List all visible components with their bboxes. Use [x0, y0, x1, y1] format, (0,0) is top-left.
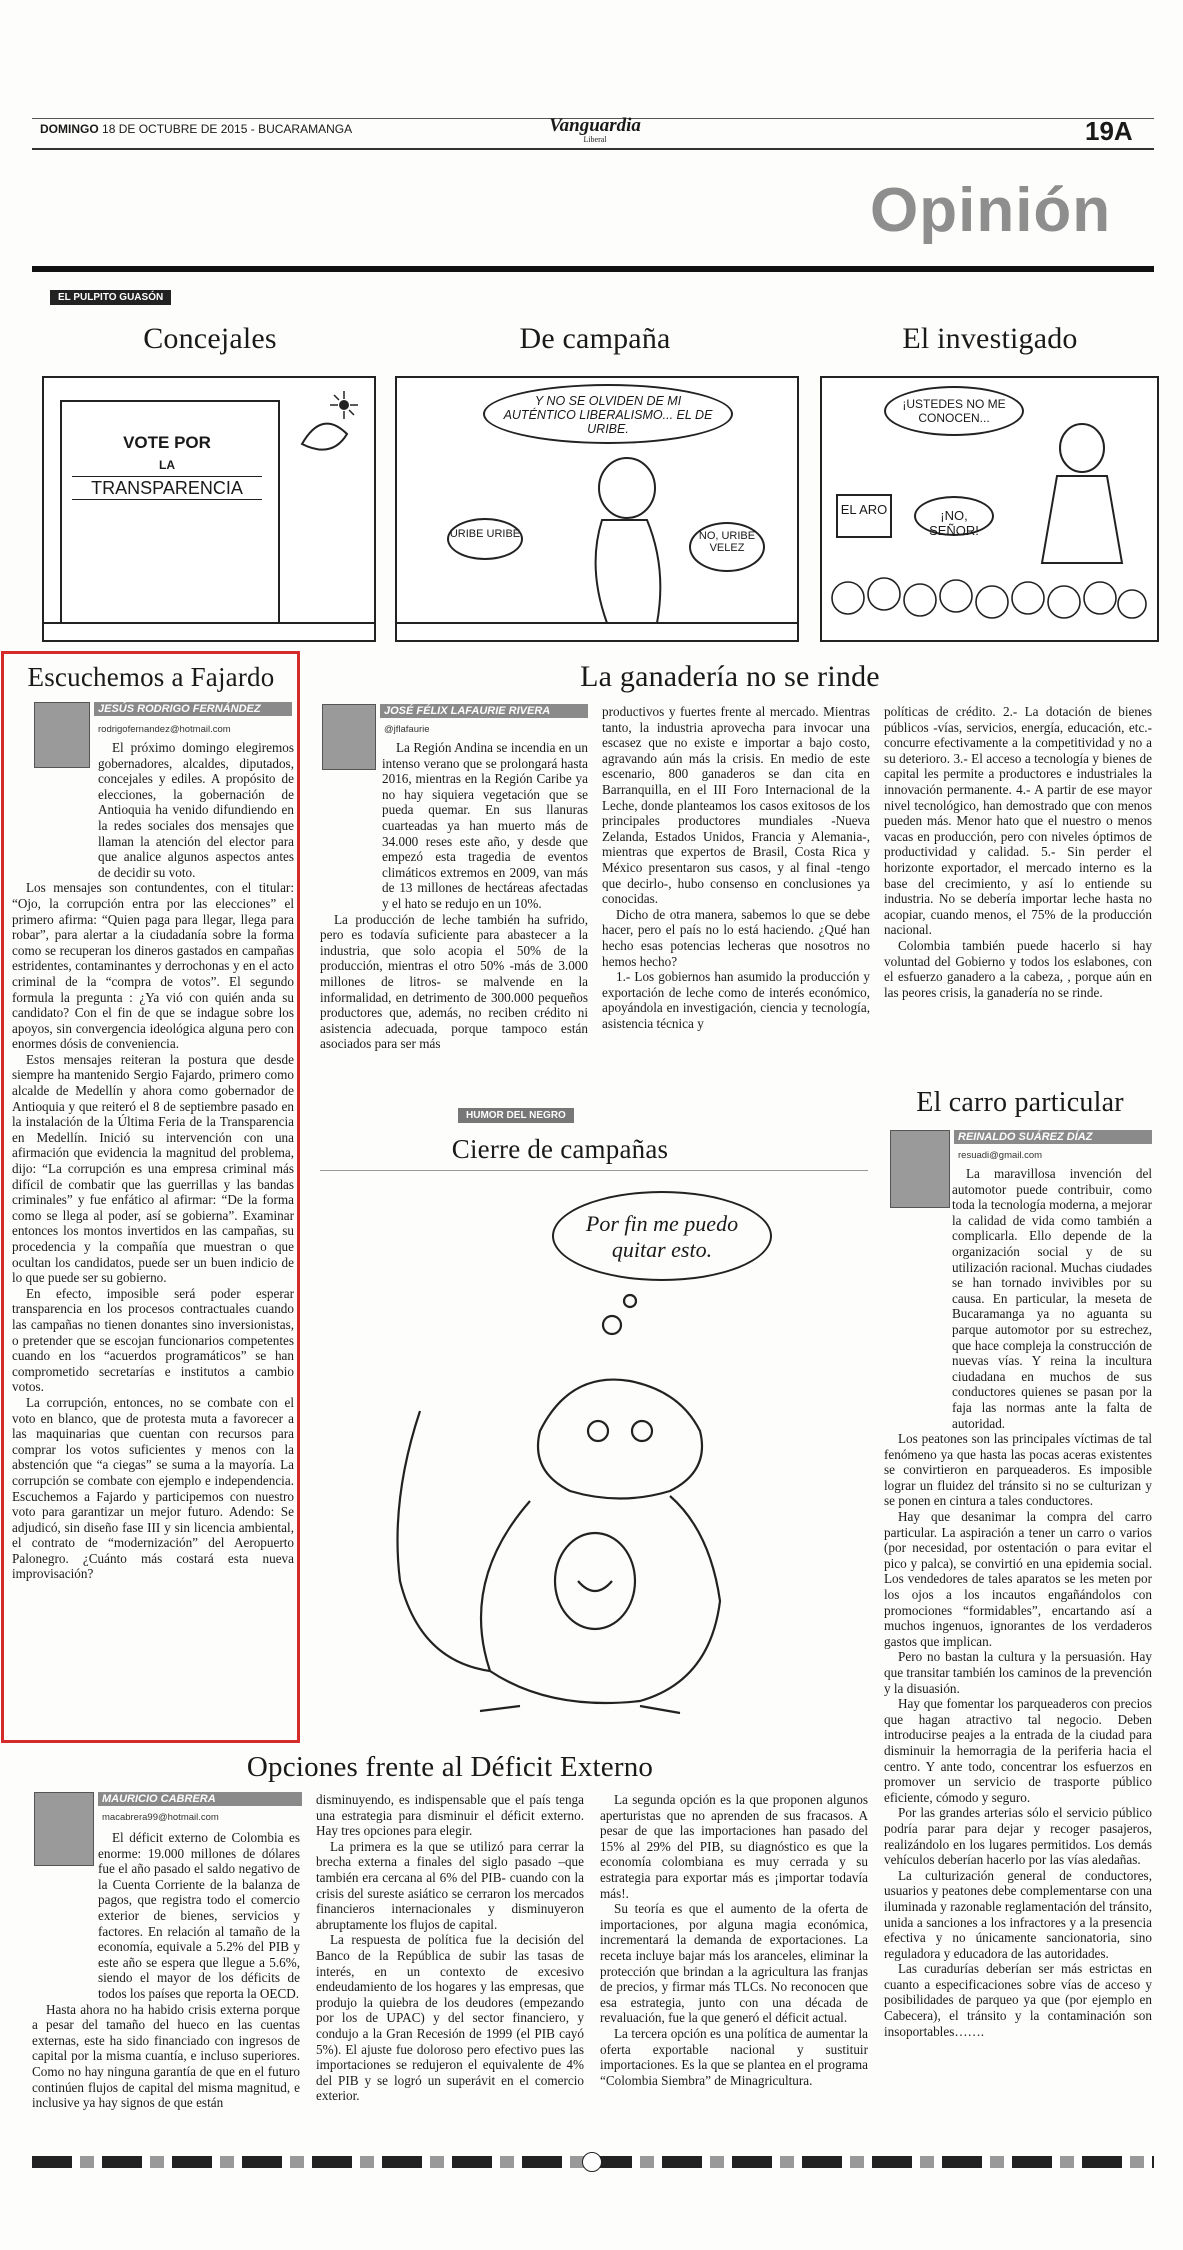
cartoon-panel-1	[42, 376, 376, 642]
article4-col2	[316, 1792, 584, 2104]
a1-para-5: La corrupción, entonces, no se combate con el voto en blanco, que de protesta muta a favorecer a las maquinarias que cuentan con recursos para comprar los votos suficientes y menos con la abstención que “a ciegas” se suma a la mayoría. La corrupción se combate con ejemplo e independencia. Escuchemos a Fajardo y participemos con nuestro voto para garantizar un mejor futuro. Adendo: Se adjudicó, sin diseño fase III y sin licencia ambiental, el contrato de “modernización” del Aeropuerto Palonegro. ¿Cuánto más costará esta nueva improvisación?	[12, 1394, 294, 1582]
author1-email: rodrigofernandez@hotmail.com	[98, 724, 231, 735]
a4-c3-para-1: La segunda opción es la que proponen algunos aperturistas que no aprenden de sus fracasos. A pesar de que las importaciones han pasado del 15% al 29% del PIB, su diagnóstico es que la economía colombiana es muy cerrada y su estrategia para exportar más es ¡importar todavía más!.	[600, 1792, 868, 1901]
a3-para-1: La maravillosa invención del automotor puede contribuir, como toda la tecnología moderna, a mejorar la calidad de vida como también a complicarla. Ello depende de la organización social y de su utilización racional. Muchas ciudades se han tornado invivibles por su causa. En particular, la meseta de Bucaramanga ya no aguanta su parque automotor por su estrechez, que hace compleja la construcción de nuevas vías. Y reina la incultura ciudadana en muchos de sus conductores quienes se pasan por la faja las normas ante la falta de autoridad.	[952, 1166, 1152, 1431]
article4-col1	[32, 1830, 300, 2111]
a4-c3-para-3: La tercera opción es una política de aumentar la oferta exportable nacional y sustituir importaciones. Es la que se plantea en el programa “Colombia Siembra” de Minagricultura.	[600, 2025, 868, 2088]
sign-line-2: LA	[159, 458, 175, 472]
ground-line-2	[397, 622, 797, 624]
a4-c2-para-3: La respuesta de política fue la decisión del Banco de la República de subir las tasas de interés, en un contexto de excesivo endeudamiento de los hogares y las empresas, que produjo la quiebra de los deudores (empezando por los de UPAC) y del sector financiero, y condujo a la Gran Recesión de 1999 (el PIB cayó 5%). El ajuste fue doloroso pero efectivo pues las importaciones se redujeron el equivalente de 4% del PIB y se logró un superávit en el comercio exterior.	[316, 1932, 584, 2104]
aro-sign: EL ARO	[836, 494, 892, 538]
investigated-figure-icon	[1022, 418, 1132, 568]
window-sign	[72, 432, 262, 500]
masthead	[540, 116, 650, 144]
speech-bubble-1: Y NO SE OLVIDEN DE MI AUTÉNTICO LIBERALISMO... EL DE URIBE.	[483, 384, 733, 444]
a2-c1-para-1: La Región Andina se incendia en un intenso verano que se prolongará hasta 2016, mientras en la Región Caribe ya no hay siquiera vegetación que se pueda quemar. En sus llanuras cuarteadas ya han muerto más de 34.000 reses este año, y desde que empezó esta tragedia de eventos climáticos extremos en 2009, van más de 13 millones de hectáreas afectadas y el hato se redujo en un 10%.	[382, 740, 588, 911]
article3-title: El carro particular	[916, 1087, 1124, 1118]
cartoon3-title: El investigado	[902, 322, 1078, 355]
article3-body	[884, 1166, 1152, 2039]
article1-title: Escuchemos a Fajardo	[27, 662, 275, 692]
a3-para-4: Pero no bastan la cultura y la persuasión. Hay que transitar también los caminos de la prevención y la disuasión.	[884, 1649, 1152, 1696]
section-rule	[32, 266, 1154, 272]
sign-line-1: VOTE POR	[123, 433, 211, 452]
a4-c2-para-2: La primera es la que se utilizó para cerrar la brecha externa a finales del siglo pasado –que también era cercana al 6% del PIB- cuando con la crisis del sureste asiático se cerraron los mercados financieros internacionales y disminuyeron abruptamente los flujos de capital.	[316, 1838, 584, 1932]
author2-email: @jflafaurie	[384, 724, 430, 735]
speech-bubble-3: ¡USTEDES NO ME CONOCEN...	[884, 386, 1024, 436]
protest-sign-1: URIBE URIBE	[447, 518, 523, 560]
author3-name: REINALDO SUÁREZ DÍAZ	[954, 1130, 1152, 1144]
a1-para-4: En efecto, imposible será poder esperar transparencia en los procesos contractuales cuando las campañas no tienen donantes sino inversionistas, o pretender que se escojan funcionarios competentes cuando en los “acuerdos programáticos” se han comprometido secretarías e institutos a cambio votos.	[12, 1285, 294, 1395]
article4-col3	[600, 1792, 868, 2088]
a3-para-6: Por las grandes arterias sólo el servicio público podría parar para dejar y recoger pasajeros, realizándolo en los lugares permitidos. Los demás vehículos deberían hacerlo por las vías aledañas.	[884, 1805, 1152, 1868]
masthead-sub: Liberal	[583, 135, 607, 144]
registration-mark-icon	[582, 2152, 602, 2172]
a3-para-2: Los peatones son las principales víctimas de tal fenómeno ya que hasta las pocas aceras existentes se convirtieron en parqueaderos. Es imposible lograr un fluidez del tránsito si no se culturizan y se ponen en cintura a tales conductores.	[884, 1431, 1152, 1509]
article1-body	[12, 740, 294, 1582]
a3-para-5: Hay que fomentar los parqueaderos con precios que hagan atractivo tal negocio. Deben introducirse peajes a la entrada de la ciudad para disminuir la hemorragia de la periferia hacia el centro. Y ante todo, concentrar los esfuerzos en promover un servicio de trasporte público eficiente, cómodo y seguro.	[884, 1696, 1152, 1805]
a2-c3-para-2: Colombia también puede hacerlo si hay voluntad del Gobierno y todos los eslabones, con el esfuerzo ganadero a la cabeza, , porque aún en las peores crisis, la ganadería no se rinde.	[884, 937, 1152, 1000]
author1-name: JESÚS RODRIGO FERNÁNDEZ	[94, 702, 292, 716]
a4-c3-para-2: Su teoría es que el aumento de la oferta de importaciones, por alguna magia económica, incrementará la demanda de exportaciones. La receta incluye bajar más los aranceles, eliminar la protección que brindan a la agricultura las franjas de precios, y firmar más TLCs. No reconocen que esa estrategia, junto con una década de revaluación, fue la que generó el déficit actual.	[600, 1901, 868, 2026]
protest-sign-2: NO, URIBE VELEZ	[689, 522, 765, 572]
rat-with-mask-icon	[380, 1281, 800, 1721]
a1-para-1: El próximo domingo elegiremos gobernadores, alcaldes, diputados, concejales y ediles. A propósito de elecciones, la gobernación de Antioquia ha venido difundiendo en la redes sociales dos mensajes que llaman la atención del elector para que analice algunos aspectos antes de decidir su voto.	[98, 740, 294, 880]
header-date-rest: 18 DE OCTUBRE DE 2015 - BUCARAMANGA	[102, 122, 353, 136]
a2-c2-para-2: Dicho de otra manera, sabemos lo que se debe hacer, pero el país no lo está haciendo. ¿Qué han hecho esas potencias lecheras que nosotros no hemos hecho?	[602, 906, 870, 969]
article2-col2	[602, 704, 870, 1031]
a1-para-3: Estos mensajes reiteran la postura que desde siempre ha mantenido Sergio Fajardo, primero como alcalde de Medellín y ahora como gobernador de Antioquia y que reiteró el 8 de septiembre pasado en la instalación de la Última Feria de la Transparencia en Medellín. Inició su intervención con una afirmación que evidencia la magnitud del problema, dijo: “La corrupción es una empresa criminal más difícil de combatir que las guerrillas y las bandas criminales” y fue enfático al afirmar: “De la forma como se llega al poder, así se gobierna”. Examinar entonces los montos invertidos en las campañas, su procedencia y la compañía que muestran o que ocultan los candidatos, puede ser un buen indicio de lo que puede ser su gobierno.	[12, 1051, 294, 1286]
ground-line	[44, 622, 374, 624]
cartoon1-title: Concejales	[143, 322, 277, 355]
a2-c2-para-3: 1.- Los gobiernos han asumido la producción y exportación de leche como de interés económico, apoyándola en investigación, ciencia y tecnología, asistencia técnica y	[602, 969, 870, 1031]
a3-para-8: Las curadurías deberían ser más estrictas en cuanto a especificaciones sobre vías de acceso y posibilidades de parqueo ya que (por ejemplo en Cabecera), el tránsito y la contaminación son insoportables…….	[884, 1961, 1152, 2039]
sign-line-3: TRANSPARENCIA	[72, 476, 262, 500]
politician-figure-icon	[547, 448, 697, 628]
header-date-day: DOMINGO	[40, 122, 99, 136]
article2-title: La ganadería no se rinde	[580, 660, 880, 693]
cartoon-panel-2	[395, 376, 799, 642]
cartoon2-panel	[320, 1170, 868, 1731]
thought-bubble: Por fin me puedo quitar esto.	[552, 1191, 772, 1281]
article2-col3	[884, 704, 1152, 1000]
masthead-logo: Vanguardia	[549, 115, 641, 136]
cartoon-panel-3	[820, 376, 1159, 642]
cartoon2-title: De campaña	[519, 322, 671, 355]
a2-c2-para-1: productivos y fuertes frente al mercado. Mientras tanto, la industria aprovecha para invocar una escasez que no existe e importar a bajo costo, agravando aún más la crisis. En medio de este escenario, 800 ganaderos se dan cita en Barranquilla, en el III Foro Internacional de la Leche, donde planteamos los casos exitosos de los principales productores mundiales -Nueva Zelanda, Estados Unidos, Francia y Alemania-, mientras que expertos de Brasil, Costa Rica y México presentaron sus casos, y al final -tengo que decirlo-, hubo consenso en conclusiones ya conocidas.	[602, 704, 870, 907]
crowd-skulls-icon	[828, 558, 1148, 628]
a3-para-3: Hay que desanimar la compra del carro particular. La aspiración a tener un carro o varios (por necesidad, por ostentación o para evitar el pico y palca), se convirtió en una epidemia social. Los vendedores de tales aparatos se les meten por los ojos a los incautos engañándolos con promociones “formidables”, encartando así a muchos ingenuos, ignorantes de los verdaderos gastos que implican.	[884, 1509, 1152, 1649]
article2-col1	[320, 740, 588, 1052]
author4-email: macabrera99@hotmail.com	[102, 1812, 219, 1823]
cartoon-tag: EL PULPITO GUASÓN	[50, 290, 171, 305]
article4-title: Opciones frente al Déficit Externo	[246, 1751, 654, 1783]
author4-name: MAURICIO CABRERA	[98, 1792, 302, 1806]
a1-para-2: Los mensajes son contundentes, con el titular: “Ojo, la corrupción entra por las elecciones” el primero afirma: “Quien paga para llegar, llega para robar”, para alertar a la ciudadanía sobre la forma como se recuperan los dineros gastados en campañas estridentes, contaminantes y derrochonas y en el acto criminal de la “compra de votos”. El segundo formula la pregunta : ¿Ya vió con quién anda su candidato? Con el fin de que se indague sobre los apoyos, sin convergencia ideológica alguna pero con enormes dósis de conveniencia.	[12, 880, 294, 1052]
observer-face-icon	[292, 404, 352, 464]
cartoon2-title: Cierre de campañas	[451, 1134, 669, 1164]
a4-c1-para-2: Hasta ahora no ha habido crisis externa porque a pesar del tamaño del hueco en las cuentas externas, este ha sido financiado con ingresos de capital por la misma cuantía, e incluso superiores. Como no hay ninguna garantía de que en el futuro continúen flujos de capital del misma magnitud, e inclusive ya hay signos de que están	[32, 2001, 300, 2111]
a2-c1-para-2: La producción de leche también ha sufrido, pero es todavía suficiente para abastecer a la industria, que solo acopia el 50% de la producción, mientras el otro 50% -más de 3.000 millones de litros- se malvende en la informalidad, en detrimento de 300.000 pequeños productores que, además, no reciben crédito ni asistencia adecuada, porque tampoco están asociados para ser más	[320, 911, 588, 1052]
author3-email: resuadi@gmail.com	[958, 1150, 1043, 1161]
cartoon2-tag: HUMOR DEL NEGRO	[458, 1108, 574, 1123]
a4-c2-para-1: disminuyendo, es indispensable que el país tenga una estrategia para disminuir el déficit externo. Hay tres opciones para elegir.	[316, 1792, 584, 1839]
transparency-window	[60, 400, 280, 624]
section-title: Opinión	[870, 176, 1112, 245]
a3-para-7: La culturización general de conductores, usuarios y peatones debe complementarse con una iluminada y razonable reglamentación del tránsito, unida a sanciones a los infractores y a la presencia efectiva y no únicamente sancionatoria, sino reguladora y educadora de las autoridades.	[884, 1867, 1152, 1961]
a2-c3-para-1: políticas de crédito. 2.- La dotación de bienes públicos -vías, servicios, energía, educación, etc.- concurre efectivamente a la competitividad y no a su deterioro. 3.- El acceso a tecnología y bienes de capital les permite a productores e industriales la innovación permanente. 4.- A partir de ese mayor nivel tecnológico, han demostrado que con menos pueden más. Menor hato que el nuestro o menos vacas en producción, pero con niveles óptimos de productividad y calidad. 5.- Sin perder el horizonte exportador, el mercado interno es la base del crecimiento, y así lo entiende su industria. No se debería importar leche hasta no acopiar, cuando menos, el 75% de la producción nacional.	[884, 704, 1152, 938]
header-date	[40, 122, 352, 136]
author2-name: JOSÉ FÉLIX LAFAURIE RIVERA	[380, 704, 588, 718]
a4-c1-para-1: El déficit externo de Colombia es enorme: 19.000 millones de dólares fue el año pasado el saldo negativo de la Cuenta Corriente de la balanza de pagos, que registra todo el comercio exterior de bienes, servicios y factores. En relación al tamaño de la economía, equivale a 5.2% del PIB y este año se espera que llegue a 5.6%, siendo el mayor de los déficits de todos los países que reporta la OECD.	[98, 1830, 300, 2001]
page-number: 19A	[1085, 116, 1133, 146]
no-senor-sign: ¡NO, SEÑOR!	[914, 496, 994, 536]
header-rule	[32, 148, 1154, 150]
